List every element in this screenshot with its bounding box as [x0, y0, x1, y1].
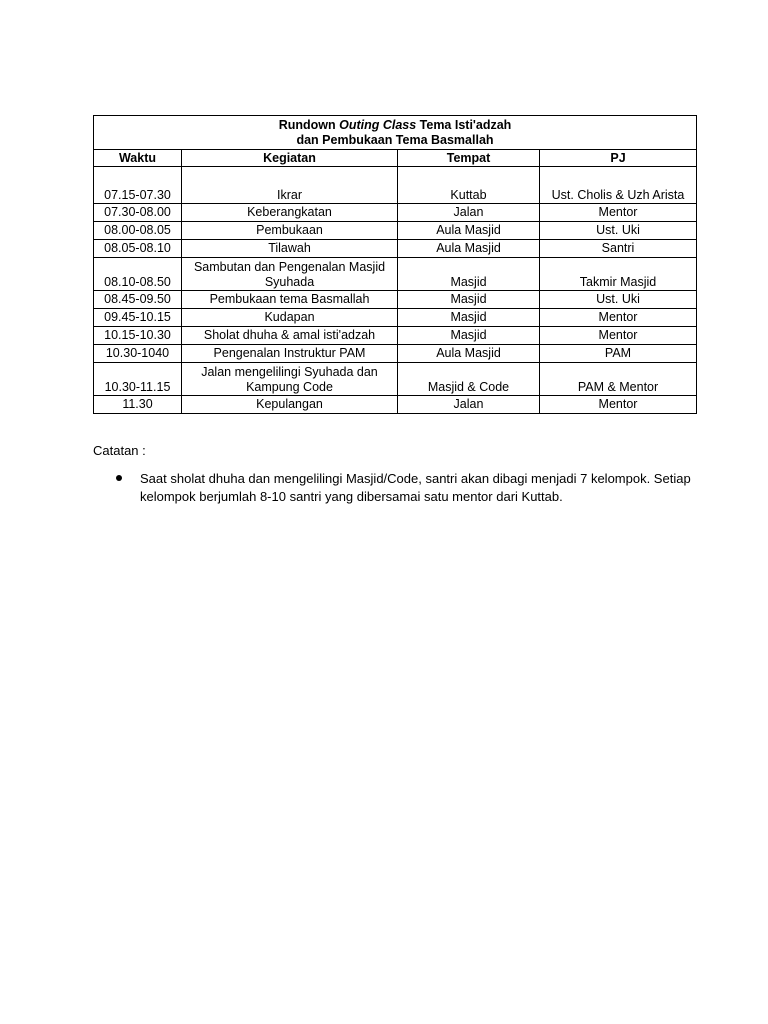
cell-tempat: Aula Masjid: [398, 222, 540, 240]
cell-pj: Santri: [540, 240, 697, 258]
cell-pj: Ust. Cholis & Uzh Arista: [540, 167, 697, 204]
cell-tempat: Kuttab: [398, 167, 540, 204]
cell-kegiatan: Kepulangan: [182, 396, 398, 414]
cell-pj: PAM: [540, 345, 697, 363]
cell-kegiatan: Tilawah: [182, 240, 398, 258]
table-row: [94, 167, 697, 204]
cell-waktu: 10.15-10.30: [94, 327, 182, 345]
notes-list: [112, 470, 692, 506]
cell-kegiatan: Keberangkatan: [182, 204, 398, 222]
cell-waktu: 09.45-10.15: [94, 309, 182, 327]
cell-kegiatan: Kudapan: [182, 309, 398, 327]
cell-pj: Mentor: [540, 327, 697, 345]
table-row: [94, 327, 697, 345]
list-item: [112, 470, 692, 506]
cell-waktu: 11.30: [94, 396, 182, 414]
cell-waktu: 08.45-09.50: [94, 291, 182, 309]
cell-tempat: Masjid: [398, 258, 540, 291]
table-title-italic: Outing Class: [339, 117, 417, 132]
rundown-table: [93, 115, 697, 414]
cell-tempat: Aula Masjid: [398, 240, 540, 258]
cell-tempat: Masjid: [398, 327, 540, 345]
cell-tempat: Aula Masjid: [398, 345, 540, 363]
table-row: [94, 222, 697, 240]
header-kegiatan: Kegiatan: [182, 150, 398, 167]
cell-waktu: 07.15-07.30: [94, 167, 182, 204]
cell-pj: PAM & Mentor: [540, 363, 697, 396]
cell-pj: Mentor: [540, 396, 697, 414]
header-pj: PJ: [540, 150, 697, 167]
table-header-row: [94, 150, 697, 167]
cell-waktu: 10.30-1040: [94, 345, 182, 363]
cell-pj: Ust. Uki: [540, 291, 697, 309]
cell-pj: Ust. Uki: [540, 222, 697, 240]
cell-waktu: 08.10-08.50: [94, 258, 182, 291]
table-row: [94, 240, 697, 258]
cell-tempat: Jalan: [398, 396, 540, 414]
table-row: [94, 345, 697, 363]
cell-waktu: 07.30-08.00: [94, 204, 182, 222]
cell-tempat: Masjid: [398, 309, 540, 327]
table-title-suffix: Tema Isti'adzah: [416, 117, 512, 132]
cell-tempat: Masjid: [398, 291, 540, 309]
cell-kegiatan: Pengenalan Instruktur PAM: [182, 345, 398, 363]
table-title-prefix: Rundown: [278, 117, 340, 132]
table-title-line2: dan Pembukaan Tema Basmallah: [296, 132, 494, 147]
cell-kegiatan: Jalan mengelilingi Syuhada dan Kampung Code: [182, 363, 398, 396]
cell-pj: Takmir Masjid: [540, 258, 697, 291]
header-waktu: Waktu: [94, 150, 182, 167]
cell-kegiatan: Sambutan dan Pengenalan Masjid Syuhada: [182, 258, 398, 291]
table-row: [94, 309, 697, 327]
table-row: [94, 204, 697, 222]
table-row: [94, 363, 697, 396]
cell-waktu: 10.30-11.15: [94, 363, 182, 396]
bullet-icon: [116, 475, 122, 481]
cell-tempat: Masjid & Code: [398, 363, 540, 396]
table-row: [94, 258, 697, 291]
table-title: [94, 116, 697, 150]
header-tempat: Tempat: [398, 150, 540, 167]
cell-waktu: 08.00-08.05: [94, 222, 182, 240]
table-row: [94, 396, 697, 414]
cell-pj: Mentor: [540, 309, 697, 327]
note-text: Saat sholat dhuha dan mengelilingi Masjid/Code, santri akan dibagi menjadi 7 kelompok. Setiap kelompok berjumlah 8-10 santri yang dibersamai satu mentor dari Kuttab.: [140, 471, 691, 504]
cell-kegiatan: Ikrar: [182, 167, 398, 204]
cell-kegiatan: Sholat dhuha & amal isti'adzah: [182, 327, 398, 345]
cell-kegiatan: Pembukaan: [182, 222, 398, 240]
cell-waktu: 08.05-08.10: [94, 240, 182, 258]
table-row: [94, 291, 697, 309]
cell-pj: Mentor: [540, 204, 697, 222]
cell-tempat: Jalan: [398, 204, 540, 222]
notes-label: Catatan :: [93, 443, 146, 458]
cell-kegiatan: Pembukaan tema Basmallah: [182, 291, 398, 309]
